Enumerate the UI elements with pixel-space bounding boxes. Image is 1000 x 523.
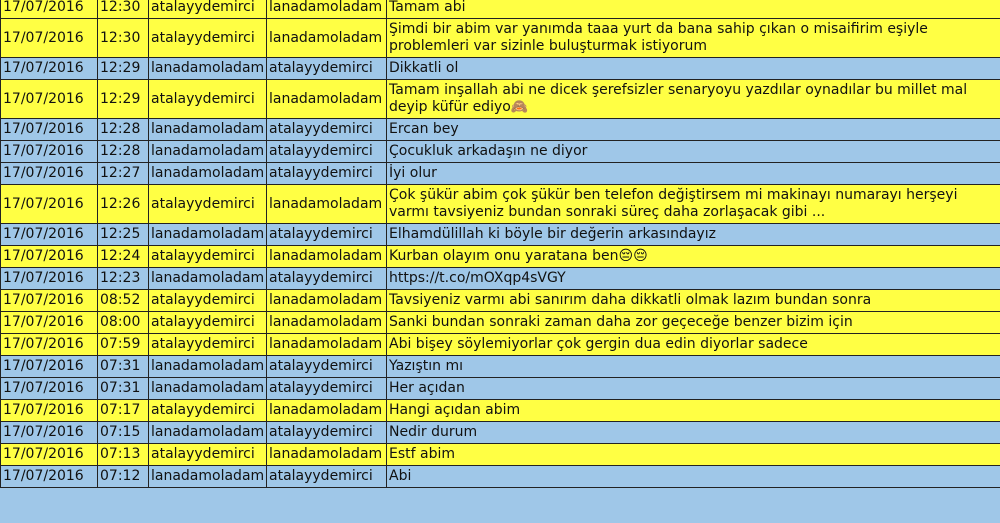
message-cell: Tamam abi: [387, 0, 1000, 19]
date-cell: 17/07/2016: [1, 466, 98, 488]
message-cell: Kurban olayım onu yaratana ben😔😔: [387, 246, 1000, 268]
sender-cell: atalayydemirci: [149, 400, 267, 422]
message-cell: Her açıdan: [387, 378, 1000, 400]
message-cell: Çok şükür abim çok şükür ben telefon değiştirsem mi makinayı numarayı herşeyi varmı tavsiyeniz bundan sonraki süreç daha zorlaşacak gibi ...: [387, 185, 1000, 224]
recipient-cell: lanadamoladam: [267, 290, 387, 312]
date-cell: 17/07/2016: [1, 400, 98, 422]
table-row: [1, 163, 1000, 185]
recipient-cell: atalayydemirci: [267, 422, 387, 444]
time-cell: 07:31: [98, 356, 149, 378]
table-row: [1, 246, 1000, 268]
date-cell: 17/07/2016: [1, 290, 98, 312]
sender-cell: lanadamoladam: [149, 141, 267, 163]
recipient-cell: lanadamoladam: [267, 19, 387, 58]
recipient-cell: atalayydemirci: [267, 378, 387, 400]
message-cell: Abi: [387, 466, 1000, 488]
table-row: [1, 444, 1000, 466]
message-cell: Ercan bey: [387, 119, 1000, 141]
recipient-cell: lanadamoladam: [267, 185, 387, 224]
time-cell: 07:12: [98, 466, 149, 488]
date-cell: 17/07/2016: [1, 356, 98, 378]
sender-cell: atalayydemirci: [149, 246, 267, 268]
date-cell: 17/07/2016: [1, 246, 98, 268]
message-cell: Sanki bundan sonraki zaman daha zor geçeceğe benzer bizim için: [387, 312, 1000, 334]
date-cell: 17/07/2016: [1, 119, 98, 141]
table-row: [1, 378, 1000, 400]
time-cell: 12:24: [98, 246, 149, 268]
recipient-cell: atalayydemirci: [267, 466, 387, 488]
time-cell: 07:31: [98, 378, 149, 400]
message-cell: https://t.co/mOXqp4sVGY: [387, 268, 1000, 290]
table-row: [1, 334, 1000, 356]
time-cell: 07:13: [98, 444, 149, 466]
sender-cell: lanadamoladam: [149, 119, 267, 141]
message-cell: İyi olur: [387, 163, 1000, 185]
sender-cell: atalayydemirci: [149, 80, 267, 119]
message-log-body: [1, 0, 1000, 488]
recipient-cell: atalayydemirci: [267, 224, 387, 246]
table-row: [1, 290, 1000, 312]
recipient-cell: atalayydemirci: [267, 356, 387, 378]
sender-cell: atalayydemirci: [149, 312, 267, 334]
date-cell: 17/07/2016: [1, 378, 98, 400]
date-cell: 17/07/2016: [1, 163, 98, 185]
table-row: [1, 141, 1000, 163]
table-row: [1, 185, 1000, 224]
message-cell: Tavsiyeniz varmı abi sanırım daha dikkatli olmak lazım bundan sonra: [387, 290, 1000, 312]
date-cell: 17/07/2016: [1, 80, 98, 119]
message-cell: Tamam inşallah abi ne dicek şerefsizler senaryoyu yazdılar oynadılar bu millet mal deyip küfür ediyo🙈: [387, 80, 1000, 119]
sender-cell: atalayydemirci: [149, 185, 267, 224]
sender-cell: atalayydemirci: [149, 0, 267, 19]
time-cell: 08:00: [98, 312, 149, 334]
recipient-cell: lanadamoladam: [267, 400, 387, 422]
message-cell: Nedir durum: [387, 422, 1000, 444]
message-cell: Estf abim: [387, 444, 1000, 466]
time-cell: 12:28: [98, 119, 149, 141]
date-cell: 17/07/2016: [1, 141, 98, 163]
sender-cell: lanadamoladam: [149, 268, 267, 290]
date-cell: 17/07/2016: [1, 0, 98, 19]
sender-cell: lanadamoladam: [149, 378, 267, 400]
sender-cell: lanadamoladam: [149, 466, 267, 488]
table-row: [1, 422, 1000, 444]
recipient-cell: atalayydemirci: [267, 58, 387, 80]
recipient-cell: atalayydemirci: [267, 119, 387, 141]
time-cell: 12:26: [98, 185, 149, 224]
date-cell: 17/07/2016: [1, 334, 98, 356]
table-row: [1, 0, 1000, 19]
table-row: [1, 466, 1000, 488]
sender-cell: atalayydemirci: [149, 19, 267, 58]
date-cell: 17/07/2016: [1, 268, 98, 290]
time-cell: 07:59: [98, 334, 149, 356]
time-cell: 12:30: [98, 19, 149, 58]
sender-cell: lanadamoladam: [149, 224, 267, 246]
recipient-cell: lanadamoladam: [267, 80, 387, 119]
time-cell: 12:29: [98, 58, 149, 80]
time-cell: 12:28: [98, 141, 149, 163]
date-cell: 17/07/2016: [1, 312, 98, 334]
recipient-cell: atalayydemirci: [267, 268, 387, 290]
time-cell: 07:17: [98, 400, 149, 422]
recipient-cell: lanadamoladam: [267, 246, 387, 268]
message-cell: Çocukluk arkadaşın ne diyor: [387, 141, 1000, 163]
sender-cell: lanadamoladam: [149, 356, 267, 378]
table-row: [1, 224, 1000, 246]
date-cell: 17/07/2016: [1, 58, 98, 80]
date-cell: 17/07/2016: [1, 185, 98, 224]
recipient-cell: lanadamoladam: [267, 444, 387, 466]
sender-cell: lanadamoladam: [149, 58, 267, 80]
table-row: [1, 58, 1000, 80]
recipient-cell: atalayydemirci: [267, 141, 387, 163]
message-cell: Dikkatli ol: [387, 58, 1000, 80]
sender-cell: atalayydemirci: [149, 290, 267, 312]
table-row: [1, 119, 1000, 141]
recipient-cell: atalayydemirci: [267, 163, 387, 185]
sender-cell: atalayydemirci: [149, 444, 267, 466]
time-cell: 12:25: [98, 224, 149, 246]
table-row: [1, 80, 1000, 119]
time-cell: 12:29: [98, 80, 149, 119]
time-cell: 07:15: [98, 422, 149, 444]
table-row: [1, 356, 1000, 378]
recipient-cell: lanadamoladam: [267, 334, 387, 356]
message-cell: Elhamdülillah ki böyle bir değerin arkasındayız: [387, 224, 1000, 246]
date-cell: 17/07/2016: [1, 422, 98, 444]
sender-cell: lanadamoladam: [149, 163, 267, 185]
table-row: [1, 400, 1000, 422]
table-row: [1, 19, 1000, 58]
table-row: [1, 312, 1000, 334]
sender-cell: lanadamoladam: [149, 422, 267, 444]
message-cell: Yazıştın mı: [387, 356, 1000, 378]
date-cell: 17/07/2016: [1, 444, 98, 466]
message-cell: Şimdi bir abim var yanımda taaa yurt da bana sahip çıkan o misaifirim eşiyle problemleri var sizinle buluşturmak istiyorum: [387, 19, 1000, 58]
message-cell: Hangi açıdan abim: [387, 400, 1000, 422]
sender-cell: atalayydemirci: [149, 334, 267, 356]
time-cell: 08:52: [98, 290, 149, 312]
time-cell: 12:27: [98, 163, 149, 185]
message-cell: Abi bişey söylemiyorlar çok gergin dua edin diyorlar sadece: [387, 334, 1000, 356]
date-cell: 17/07/2016: [1, 19, 98, 58]
time-cell: 12:23: [98, 268, 149, 290]
recipient-cell: lanadamoladam: [267, 0, 387, 19]
time-cell: 12:30: [98, 0, 149, 19]
recipient-cell: lanadamoladam: [267, 312, 387, 334]
date-cell: 17/07/2016: [1, 224, 98, 246]
table-row: [1, 268, 1000, 290]
